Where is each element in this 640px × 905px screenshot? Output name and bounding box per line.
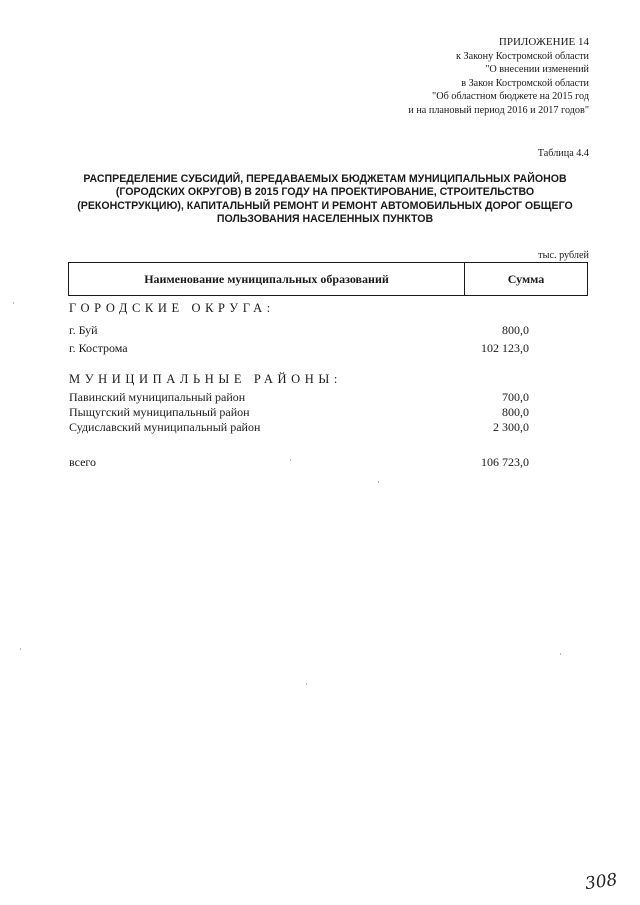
appendix-line: в Закон Костромской области <box>461 77 589 89</box>
appendix-line: ПРИЛОЖЕНИЕ 14 <box>498 36 589 48</box>
table-row <box>69 420 529 436</box>
scan-speck <box>290 459 291 461</box>
table-row <box>69 390 529 406</box>
appendix-line: "О внесении изменений <box>485 64 589 76</box>
section-title-city-districts: ГОРОДСКИЕ ОКРУГА: <box>69 301 275 315</box>
table-row <box>69 323 529 339</box>
row-value: 800,0 <box>502 405 529 419</box>
scan-speck <box>13 302 14 304</box>
units-label: тыс. рублей <box>538 250 589 261</box>
appendix-line: к Закону Костромской области <box>455 50 589 62</box>
document-title <box>60 173 590 227</box>
row-value: 800,0 <box>502 323 529 337</box>
total-value: 106 723,0 <box>481 455 529 469</box>
column-header-name: Наименование муниципальных образований <box>69 263 465 295</box>
title-line: РАСПРЕДЕЛЕНИЕ СУБСИДИЙ, ПЕРЕДАВАЕМЫХ БЮДЖЕТАМ МУНИЦИПАЛЬНЫХ РАЙОНОВ <box>83 173 567 185</box>
total-row <box>69 455 529 471</box>
appendix-line: "Об областном бюджете на 2015 год <box>432 91 589 103</box>
section-title-municipal-districts: МУНИЦИПАЛЬНЫЕ РАЙОНЫ: <box>69 372 342 386</box>
appendix-header <box>408 36 589 118</box>
title-line: (РЕКОНСТРУКЦИЮ), КАПИТАЛЬНЫЙ РЕМОНТ И РЕМОНТ АВТОМОБИЛЬНЫХ ДОРОГ ОБЩЕГО <box>77 199 573 212</box>
title-line: ПОЛЬЗОВАНИЯ НАСЕЛЕННЫХ ПУНКТОВ <box>216 213 434 226</box>
handwritten-page-number: 308 <box>583 869 619 895</box>
table-row <box>69 405 529 421</box>
scan-speck <box>560 653 561 655</box>
row-value: 102 123,0 <box>481 341 529 355</box>
row-name: г. Кострома <box>69 341 128 355</box>
row-name: Пыщугский муниципальный район <box>69 405 250 419</box>
appendix-line: и на плановый период 2016 и 2017 годов" <box>408 104 589 116</box>
title-line: (ГОРОДСКИХ ОКРУГОВ) В 2015 ГОДУ НА ПРОЕКТИРОВАНИЕ, СТРОИТЕЛЬСТВО <box>115 186 535 199</box>
row-value: 2 300,0 <box>493 420 529 434</box>
row-name: Судиславский муниципальный район <box>69 420 261 434</box>
table-header <box>68 262 588 296</box>
row-name: Павинский муниципальный район <box>69 390 246 404</box>
row-name: г. Буй <box>69 323 98 337</box>
column-header-sum: Сумма <box>507 271 545 286</box>
row-value: 700,0 <box>502 390 529 404</box>
scan-speck <box>20 648 21 650</box>
scan-speck <box>378 481 379 483</box>
table-number: Таблица 4.4 <box>537 148 589 159</box>
total-label: всего <box>69 455 97 469</box>
table-row <box>69 341 529 357</box>
scan-speck <box>306 683 307 685</box>
